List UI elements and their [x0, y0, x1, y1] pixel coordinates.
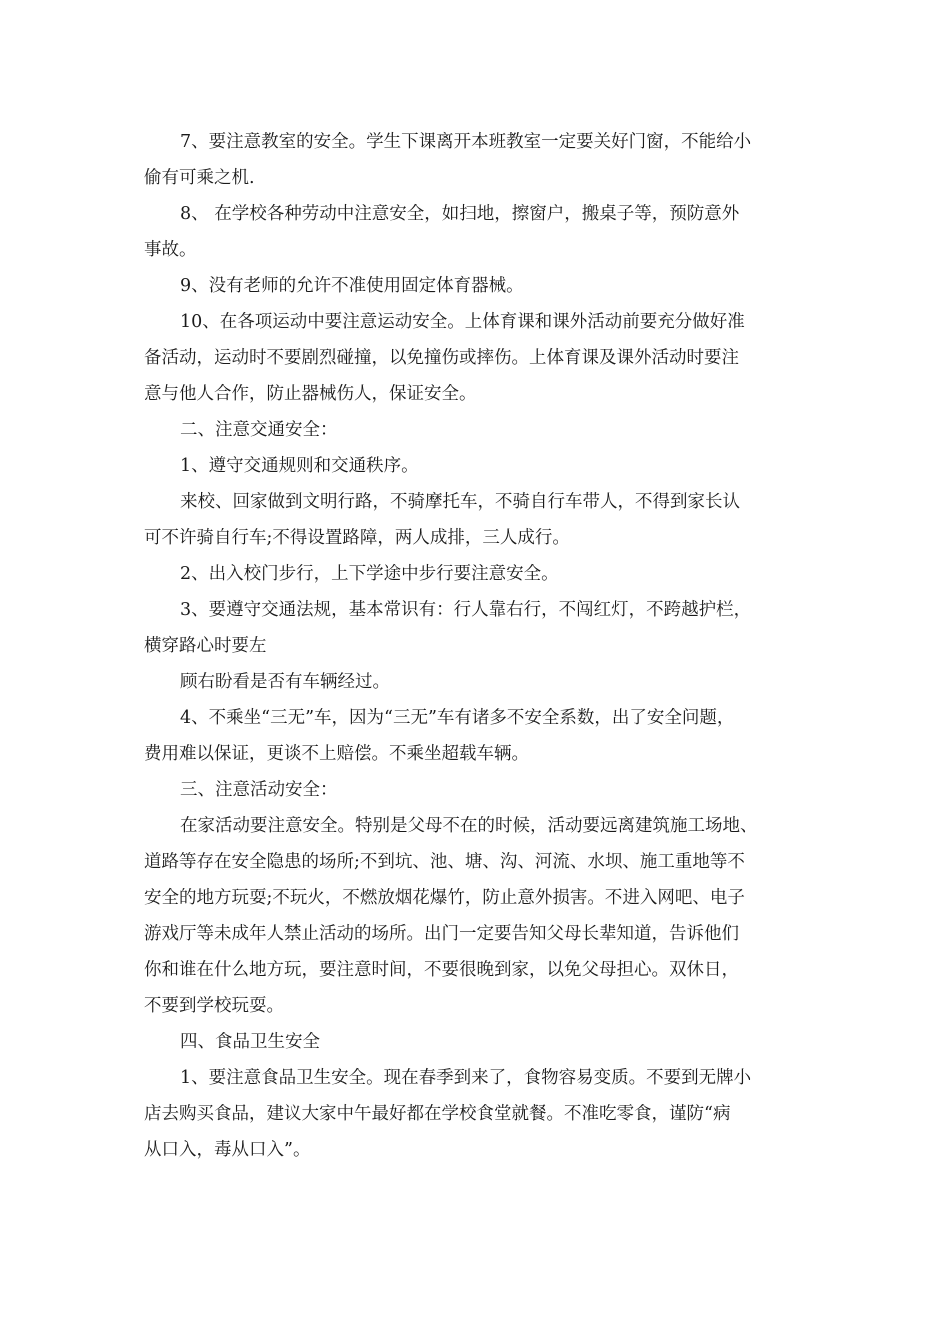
document-body — [144, 124, 824, 1168]
text-line: 1、要注意食品卫生安全。现在春季到来了，食物容易变质。不要到无牌小 — [180, 1068, 752, 1088]
paragraph-f1 — [144, 1060, 824, 1168]
text-line: 1、遵守交通规则和交通秩序。 — [180, 456, 419, 476]
text-line: 8、 在学校各种劳动中注意安全，如扫地，擦窗户，搬桌子等，预防意外 — [180, 204, 740, 224]
paragraph-p9 — [144, 268, 824, 304]
text-line: 9、没有老师的允许不准使用固定体育器械。 — [180, 276, 524, 296]
text-line: 来校、回家做到文明行路，不骑摩托车，不骑自行车带人，不得到家长认 — [180, 492, 740, 512]
text-line: 10、在各项运动中要注意运动安全。上体育课和课外活动前要充分做好准 — [180, 312, 745, 332]
text-line: 在家活动要注意安全。特别是父母不在的时候，活动要远离建筑施工场地、 — [180, 816, 758, 836]
text-line: 四、食品卫生安全 — [180, 1032, 320, 1052]
text-line: 横穿路心时要左 — [144, 636, 267, 656]
text-line: 费用难以保证，更谈不上赔偿。不乘坐超载车辆。 — [144, 744, 529, 764]
paragraph-h3 — [144, 772, 824, 808]
text-line: 4、不乘坐“三无”车，因为“三无”车有诸多不安全系数，出了安全问题， — [180, 708, 735, 728]
text-line: 意与他人合作，防止器械伤人，保证安全。 — [144, 384, 477, 404]
paragraph-p8 — [144, 196, 824, 268]
text-line: 道路等存在安全隐患的场所;不到坑、池、塘、沟、河流、水坝、施工重地等不 — [144, 852, 745, 872]
paragraph-a1 — [144, 808, 824, 1024]
text-line: 2、出入校门步行，上下学途中步行要注意安全。 — [180, 564, 559, 584]
text-line: 顾右盼看是否有车辆经过。 — [180, 672, 390, 692]
paragraph-p7 — [144, 124, 824, 196]
text-line: 三、注意活动安全： — [180, 780, 338, 800]
text-line: 事故。 — [144, 240, 197, 260]
paragraph-h2 — [144, 412, 824, 448]
paragraph-t1b — [144, 484, 824, 556]
paragraph-t3b — [144, 664, 824, 700]
paragraph-t3 — [144, 592, 824, 664]
paragraph-h4 — [144, 1024, 824, 1060]
text-line: 游戏厅等未成年人禁止活动的场所。出门一定要告知父母长辈知道，告诉他们 — [144, 924, 739, 944]
paragraph-p10 — [144, 304, 824, 412]
text-line: 3、要遵守交通法规，基本常识有：行人靠右行，不闯红灯，不跨越护栏， — [180, 600, 752, 620]
text-line: 你和谁在什么地方玩，要注意时间，不要很晚到家，以免父母担心。双休日， — [144, 960, 739, 980]
text-line: 二、注意交通安全： — [180, 420, 338, 440]
text-line: 从口入，毒从口入”。 — [144, 1140, 311, 1160]
paragraph-t1 — [144, 448, 824, 484]
text-line: 不要到学校玩耍。 — [144, 996, 284, 1016]
text-line: 备活动，运动时不要剧烈碰撞，以免撞伤或摔伤。上体育课及课外活动时要注 — [144, 348, 739, 368]
text-line: 可不许骑自行车;不得设置路障，两人成排，三人成行。 — [144, 528, 570, 548]
text-line: 安全的地方玩耍;不玩火，不燃放烟花爆竹，防止意外损害。不进入网吧、电子 — [144, 888, 745, 908]
text-line: 7、要注意教室的安全。学生下课离开本班教室一定要关好门窗，不能给小 — [180, 132, 752, 152]
text-line: 偷有可乘之机. — [144, 168, 255, 188]
text-line: 店去购买食品，建议大家中午最好都在学校食堂就餐。不准吃零食，谨防“病 — [144, 1104, 731, 1124]
paragraph-t2 — [144, 556, 824, 592]
paragraph-t4 — [144, 700, 824, 772]
